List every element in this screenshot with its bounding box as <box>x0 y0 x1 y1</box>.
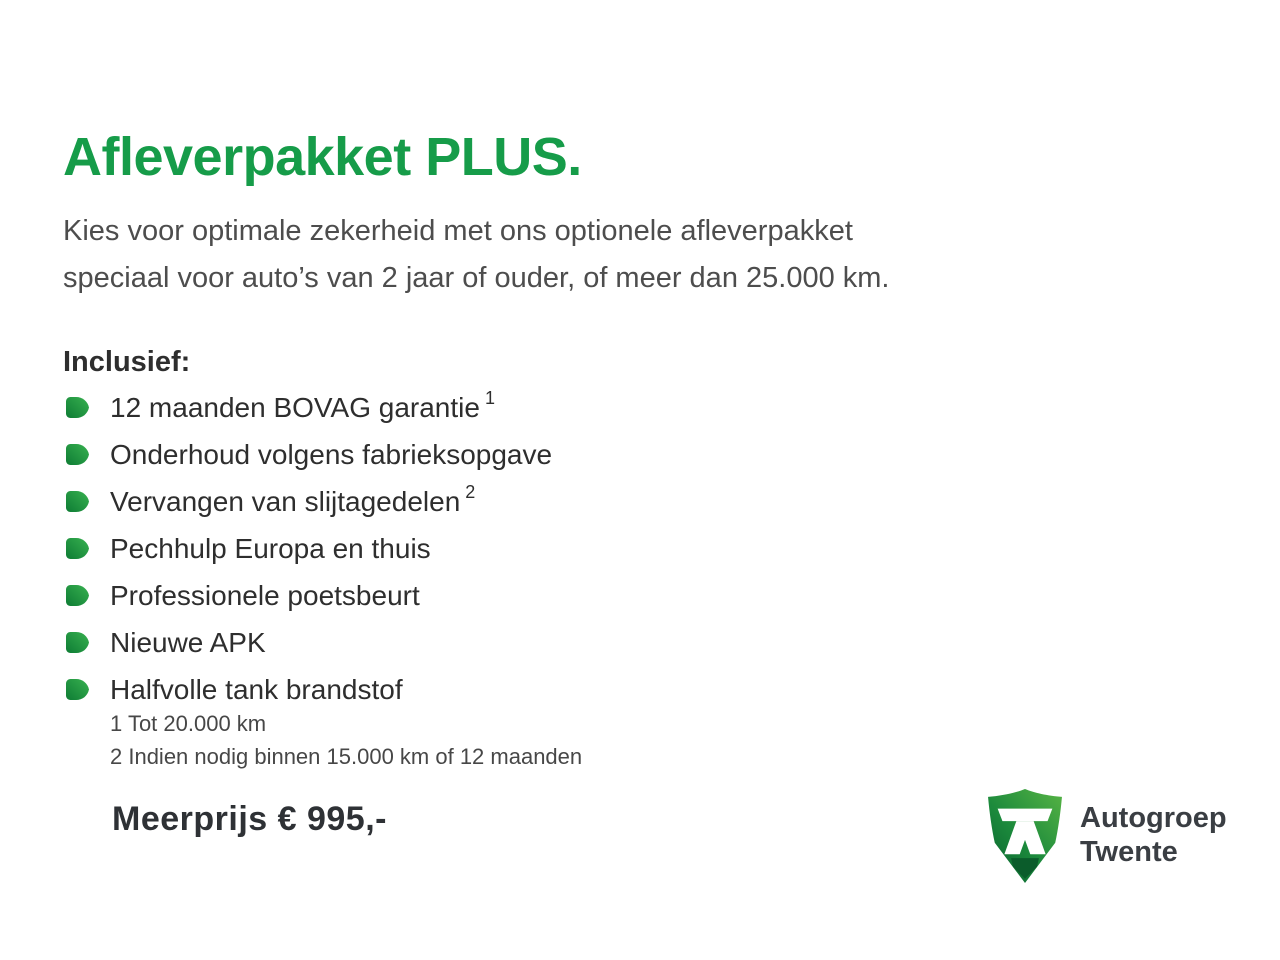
logo-line-1: Autogroep <box>1080 802 1227 834</box>
list-item <box>63 666 552 713</box>
leaf-bullet-icon <box>63 443 90 466</box>
list-item-label: Onderhoud volgens fabrieksopgave <box>110 438 553 470</box>
autogroep-twente-logo <box>984 788 1227 884</box>
intro-paragraph <box>63 208 889 302</box>
list-item-label: Halfvolle tank brandstof <box>110 673 403 705</box>
intro-line-1: Kies voor optimale zekerheid met ons optionele afleverpakket <box>63 215 853 247</box>
list-item-label: 12 maanden BOVAG garantie <box>110 391 480 423</box>
footnote: 1 Tot 20.000 km <box>110 711 267 736</box>
footnote-ref: 2 <box>465 482 476 502</box>
shield-a-logo-icon <box>984 788 1066 884</box>
leaf-bullet-icon <box>63 631 90 654</box>
leaf-bullet-icon <box>63 678 90 701</box>
list-item <box>63 478 552 525</box>
footnotes <box>110 707 582 773</box>
list-item-label: Vervangen van slijtagedelen <box>110 485 461 517</box>
list-item-label: Nieuwe APK <box>110 626 266 658</box>
footnote-ref: 1 <box>484 388 495 408</box>
leaf-bullet-icon <box>63 537 90 560</box>
list-item <box>63 619 552 666</box>
logo-line-2: Twente <box>1080 836 1178 868</box>
included-list <box>63 384 552 713</box>
price-label: Meerprijs € 995,- <box>112 800 387 838</box>
list-item <box>63 431 552 478</box>
logo-text <box>1080 801 1227 869</box>
list-item-label: Professionele poetsbeurt <box>110 579 420 611</box>
list-item-label: Pechhulp Europa en thuis <box>110 532 431 564</box>
footnote: 2 Indien nodig binnen 15.000 km of 12 maanden <box>110 744 583 769</box>
included-heading: Inclusief: <box>63 346 191 378</box>
leaf-bullet-icon <box>63 396 90 419</box>
intro-line-2: speciaal voor auto’s van 2 jaar of ouder, of meer dan 25.000 km. <box>63 262 890 294</box>
leaf-bullet-icon <box>63 584 90 607</box>
list-item <box>63 384 552 431</box>
page-title: Afleverpakket PLUS. <box>63 127 582 187</box>
leaf-bullet-icon <box>63 490 90 513</box>
list-item <box>63 525 552 572</box>
list-item <box>63 572 552 619</box>
